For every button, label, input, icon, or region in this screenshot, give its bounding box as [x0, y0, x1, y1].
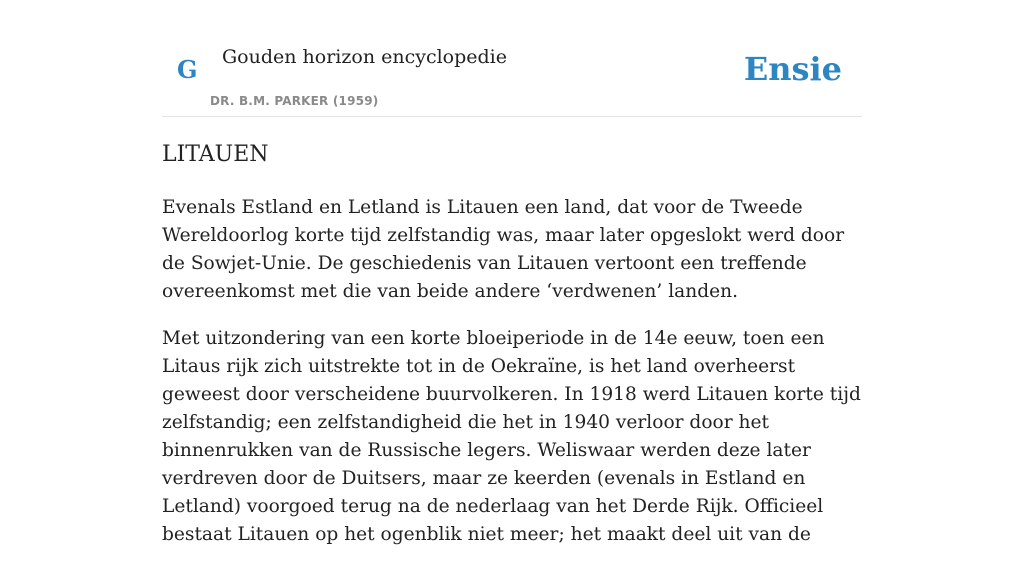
book-logo-icon[interactable]: G — [177, 55, 198, 84]
header — [162, 0, 862, 117]
book-title-link[interactable]: Gouden horizon encyclopedie — [222, 46, 507, 68]
article-paragraph: Evenals Estland en Letland is Litauen een land, dat voor de Tweede Wereldoorlog korte tijd zelfstandig was, maar later opgeslokt werd door de Sowjet-Unie. De geschiedenis van Litauen vertoont een treffende overeenkomst met die van beide andere ‘verdwenen’ landen. — [162, 197, 845, 302]
book-author: DR. B.M. PARKER (1959) — [210, 94, 379, 108]
article — [162, 140, 862, 568]
ensie-logo-link[interactable]: Ensie — [743, 50, 842, 88]
article-title: LITAUEN — [162, 142, 269, 167]
article-paragraph: Met uitzondering van een korte bloeiperiode in de 14e eeuw, toen een Litaus rijk zich uitstrekte tot in de Oekraïne, is het land overheerst geweest door verscheidene buurvolkeren. In 1918 werd Litauen korte tijd zelfstandig; een zelfstandigheid die het in 1940 verloor door het binnenrukken van de Russische legers. Weliswaar werden deze later verdreven door de Duitsers, maar ze keerden (evenals in Estland en Letland) voorgoed terug na de nederlaag van het Derde Rijk. Officieel bestaat Litauen op het ogenblik niet meer; het maakt deel uit van de — [162, 328, 861, 545]
